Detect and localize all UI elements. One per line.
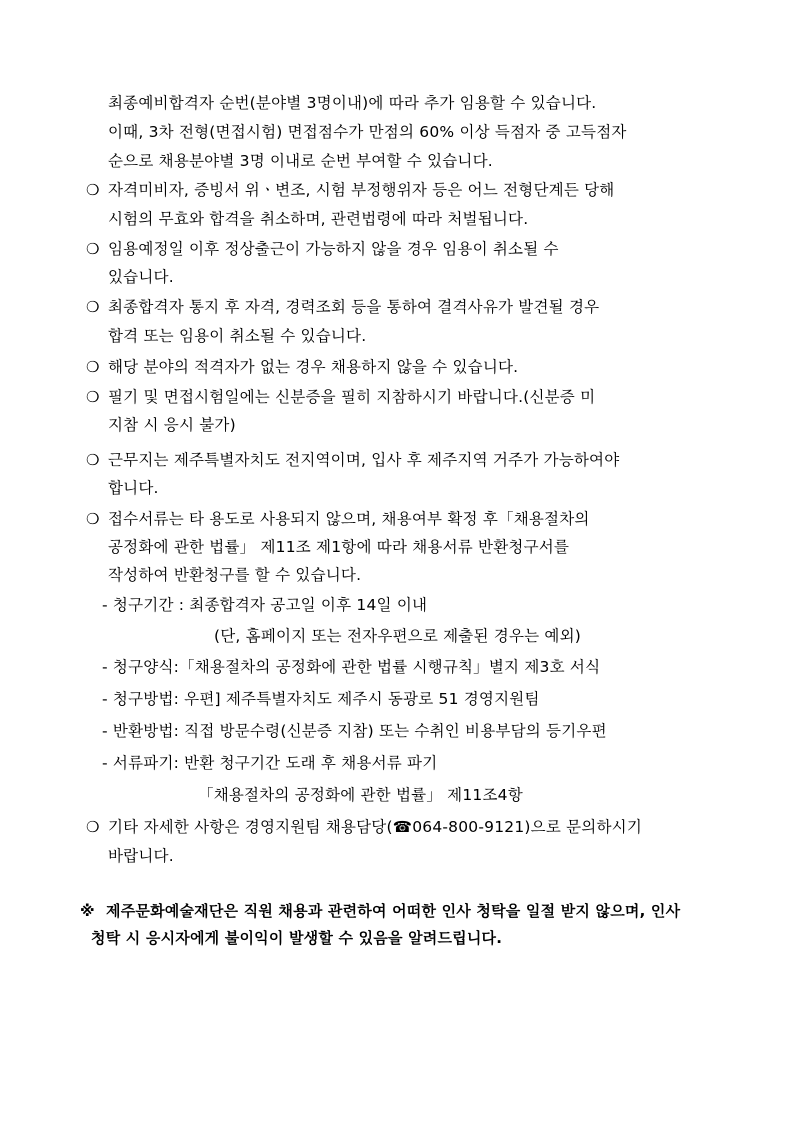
bullet-icon: ❍ [86,510,100,528]
text-line: 공정화에 관한 법률」 제11조 제1항에 따라 채용서류 반환청구서를 [108,538,570,556]
text-line: 작성하여 반환청구를 할 수 있습니다. [108,566,362,584]
sub-item-note: (단, 홈페이지 또는 전자우편으로 제출된 경우는 예외) [214,627,582,645]
text-line: 기타 자세한 사항은 경영지원팀 채용담당(☎064-800-9121)으로 문의하시기 [108,818,642,836]
sub-item: - 반환방법: 직접 방문수령(신분증 지참) 또는 수취인 비용부담의 등기우편 [102,722,607,740]
bullet-icon: ❍ [86,388,100,406]
sub-item: - 청구기간 : 최종합격자 공고일 이후 14일 이내 [102,596,428,614]
bullet-icon: ❍ [86,181,100,199]
sub-item: - 서류파기: 반환 청구기간 도래 후 채용서류 파기 [102,754,438,772]
text-line: 근무지는 제주특별자치도 전지역이며, 입사 후 제주지역 거주가 가능하여야 [108,451,620,469]
text-line: 이때, 3차 전형(면접시험) 면접점수가 만점의 60% 이상 득점자 중 고득점자 [108,123,627,141]
notice-line: 제주문화예술재단은 직원 채용과 관련하여 어떠한 인사 청탁을 일절 받지 않으며, 인사 [106,902,681,920]
text-line: 자격미비자, 증빙서 위ㆍ변조, 시험 부정행위자 등은 어느 전형단계든 당해 [108,181,615,199]
bullet-icon: ❍ [86,240,100,258]
text-line: 있습니다. [108,268,174,286]
text-line: 접수서류는 타 용도로 사용되지 않으며, 채용여부 확정 후「채용절차의 [108,510,590,528]
bullet-icon: ❍ [86,298,100,316]
notice-mark: ※ [80,902,95,920]
bullet-icon: ❍ [86,451,100,469]
text-line: 필기 및 면접시험일에는 신분증을 필히 지참하시기 바랍니다.(신분증 미 [108,388,596,406]
sub-item-note: 「채용절차의 공정화에 관한 법률」 제11조4항 [198,786,523,804]
bullet-icon: ❍ [86,358,100,376]
text-line: 순으로 채용분야별 3명 이내로 순번 부여할 수 있습니다. [108,152,493,170]
text-line: 해당 분야의 적격자가 없는 경우 채용하지 않을 수 있습니다. [108,358,519,376]
notice-line: 청탁 시 응시자에게 불이익이 발생할 수 있음을 알려드립니다. [91,929,503,947]
sub-item: - 청구양식:「채용절차의 공정화에 관한 법률 시행규칙」별지 제3호 서식 [102,658,601,676]
bullet-icon: ❍ [86,818,100,836]
text-line: 합니다. [108,479,159,497]
text-line: 합격 또는 임용이 취소될 수 있습니다. [108,327,367,345]
text-line: 지참 시 응시 불가) [108,416,236,434]
text-line: 최종합격자 통지 후 자격, 경력조회 등을 통하여 결격사유가 발견될 경우 [108,298,600,316]
text-line: 시험의 무효와 합격을 취소하며, 관련법령에 따라 처벌됩니다. [108,210,529,228]
text-line: 최종예비합격자 순번(분야별 3명이내)에 따라 추가 임용할 수 있습니다. [108,94,597,112]
sub-item: - 청구방법: 우편] 제주특별자치도 제주시 동광로 51 경영지원팀 [102,690,540,708]
text-line: 바랍니다. [108,847,174,865]
text-line: 임용예정일 이후 정상출근이 가능하지 않을 경우 임용이 취소될 수 [108,240,559,258]
